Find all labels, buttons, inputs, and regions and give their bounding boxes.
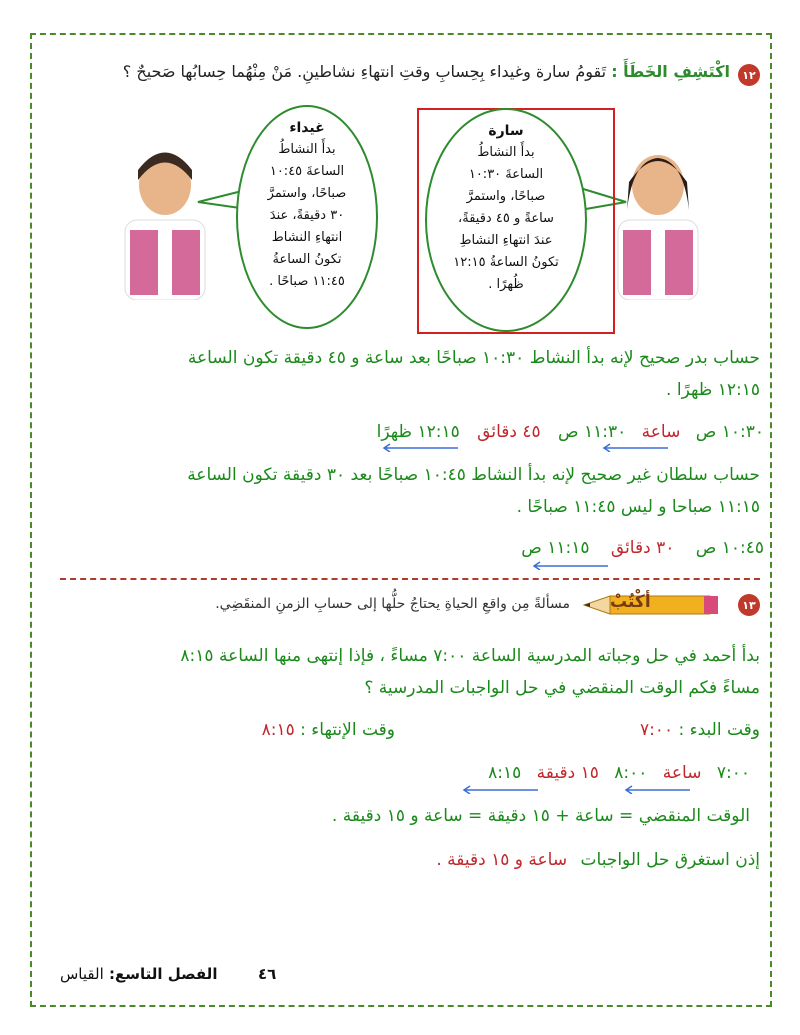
- answer12-line2: ١٢:١٥ ظهرًا .: [666, 380, 760, 400]
- ghaida-photo: [110, 140, 220, 300]
- ghaida-line: ٣٠ دقيقةً، عندَ: [269, 208, 345, 223]
- answer12-line3: حساب سلطان غير صحيح لإنه بدأ النشاط ١٠:٤٥ صباحًا بعد ٣٠ دقيقة تكون الساعة: [187, 465, 760, 485]
- calc3-start: ٧:٠٠: [716, 763, 750, 783]
- page-number: ٤٦: [258, 965, 277, 983]
- sara-line: عندَ انتهاءِ النشاطِ: [459, 233, 553, 248]
- ghaida-line: الساعةَ ١٠:٤٥: [269, 164, 345, 179]
- calc1-end: ١٢:١٥ ظهرًا: [376, 422, 460, 442]
- calc2-start: ١٠:٤٥ ص: [695, 538, 764, 558]
- sara-line: تكونُ الساعةُ ١٢:١٥: [453, 255, 559, 270]
- answer13-line1: بدأ أحمد في حل وجباته المدرسية الساعة ٧:٠٠ مساءً ، فإذا إنتهى منها الساعة ٨:١٥: [180, 646, 760, 666]
- answer13-conclusion: [436, 850, 760, 870]
- problem-13-badge: ١٣: [738, 594, 760, 616]
- calc1-step1: ساعة: [641, 422, 681, 442]
- problem-12-heading: [123, 62, 730, 81]
- sara-line: الساعةَ ١٠:٣٠: [468, 167, 544, 182]
- answer13-elapsed: الوقت المنقضي = ساعة + ١٥ دقيقة = ساعة و ١٥ دقيقة .: [331, 806, 750, 826]
- start-value: ٧:٠٠: [639, 720, 674, 740]
- calc1-start: ١٠:٣٠ ص: [695, 422, 764, 442]
- ghaida-line: ١١:٤٥ صباحًا .: [269, 274, 345, 289]
- problem-13-label: أكْتُبْ: [610, 592, 651, 612]
- calc1-arrow-1: [600, 442, 670, 452]
- answer12-line4: ١١:١٥ صباحا و ليس ١١:٤٥ صباحًا .: [516, 497, 760, 517]
- calc3-end: ٨:١٥: [488, 763, 522, 783]
- sara-line: ساعةً و ٤٥ دقيقةً،: [458, 211, 554, 226]
- section-divider: [60, 578, 760, 580]
- calc3-step2: ١٥ دقيقة: [536, 763, 599, 783]
- problem-13-question: مسألةً مِن واقعِ الحياةِ يحتاجُ حلُّها إلى حسابِ الزمنِ المنقَضِي.: [215, 596, 570, 612]
- sara-speech-bubble: [425, 108, 587, 332]
- calc1-mid: ١١:٣٠ ص: [558, 422, 627, 442]
- sara-name: سارة: [488, 123, 524, 139]
- answer12-calc2: [521, 538, 764, 558]
- calc3-mid: ٨:٠٠: [614, 763, 648, 783]
- problem-12-title: اكْتَشِفِ الخَطَأَ :: [611, 62, 730, 81]
- calc3-arrow-2: [460, 784, 540, 794]
- footer-chapter: [60, 965, 217, 983]
- answer12-calc1: [377, 422, 764, 442]
- calc2-arrow: [530, 560, 610, 570]
- ghaida-speech-bubble: [236, 105, 378, 329]
- ghaida-line: انتهاءِ النشاط: [271, 230, 343, 245]
- sara-photo: [603, 140, 713, 300]
- start-label: وقت البدء :: [678, 720, 760, 740]
- calc3-arrow-1: [622, 784, 692, 794]
- problem-12-question: تَقومُ سارة وغيداء بِحِسابِ وقتِ انتهاءِ نشاطينِ. مَنْ مِنْهُما حِسابُها صَحيحٌ ؟: [122, 62, 607, 81]
- answer13-end: [262, 720, 395, 740]
- sara-line: ظُهرًا .: [488, 277, 524, 292]
- calc1-arrow-2: [380, 442, 460, 452]
- ghaida-line: بدأَ النشاطُ: [278, 142, 336, 157]
- conclusion-value: ساعة و ١٥ دقيقة .: [436, 850, 568, 870]
- answer13-line2: مساءً فكم الوقت المنقضي في حل الواجبات المدرسية ؟: [364, 678, 760, 698]
- ghaida-name: غيداء: [289, 120, 325, 136]
- answer12-line1: حساب بدر صحيح لإنه بدأ النشاط ١٠:٣٠ صباحًا بعد ساعة و ٤٥ دقيقة تكون الساعة: [187, 348, 760, 368]
- sara-line: صباحًا، واستمرَّ: [466, 189, 546, 204]
- calc2-step: ٣٠ دقائق: [610, 538, 675, 558]
- sara-line: بدأَ النشاطُ: [477, 145, 535, 160]
- calc3-step1: ساعة: [662, 763, 702, 783]
- problem-12-badge: ١٢: [738, 64, 760, 86]
- footer-chapter-label: الفصل التاسع:: [108, 965, 218, 983]
- calc2-end: ١١:١٥ ص: [521, 538, 590, 558]
- calc1-step2: ٤٥ دقائق: [477, 422, 541, 442]
- end-value: ٨:١٥: [261, 720, 295, 740]
- ghaida-line: تكونُ الساعةُ: [272, 252, 342, 267]
- end-label: وقت الإنتهاء :: [300, 720, 395, 740]
- answer13-start: [640, 720, 760, 740]
- ghaida-line: صباحًا، واستمرَّ: [267, 186, 347, 201]
- footer-topic: القياس: [60, 965, 104, 983]
- answer13-calc: [488, 763, 750, 783]
- conclusion-text: إذن استغرق حل الواجبات: [580, 850, 760, 870]
